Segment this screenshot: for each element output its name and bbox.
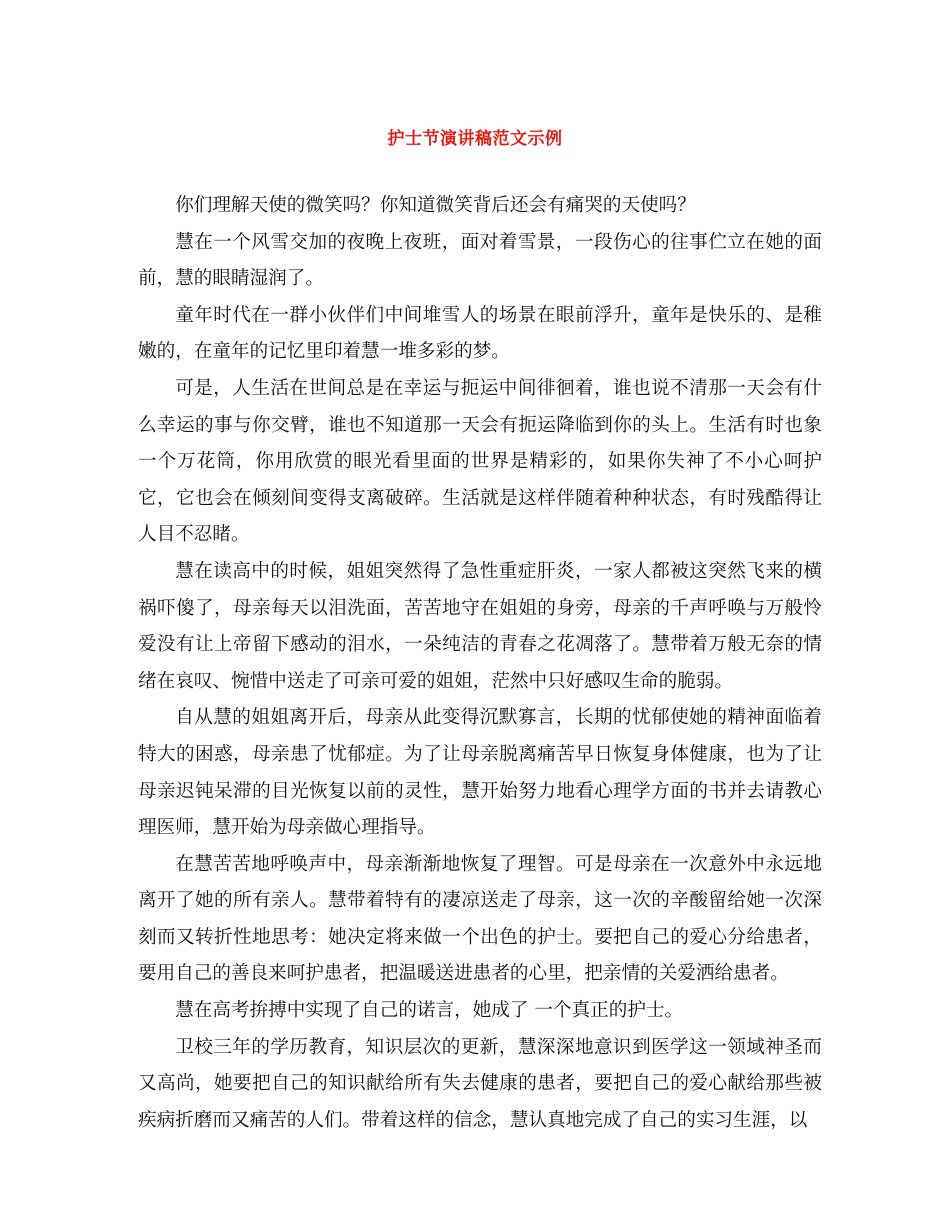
paragraph: 慧在一个风雪交加的夜晚上夜班，面对着雪景，一段伤心的往事伫立在她的面前，慧的眼睛湿润了。 xyxy=(138,231,822,290)
paragraph: 可是，人生活在世间总是在幸运与扼运中间徘徊着，谁也说不清那一天会有什么幸运的事与你交臂，谁也不知道那一天会有扼运降临到你的头上。生活有时也象一个万花筒，你用欣赏的眼光看里面的世界是精彩的，如果你失神了不小心呵护它，它也会在倾刻间变得支离破碎。生活就是这样伴随着种种状态，有时残酷得让人目不忍睹。 xyxy=(138,377,822,546)
page-title: 护士节演讲稿范文示例 xyxy=(387,129,563,149)
paragraph: 自从慧的姐姐离开后，母亲从此变得沉默寡言，长期的忧郁使她的精神面临着特大的困惑，母亲患了忧郁症。为了让母亲脱离痛苦早日恢复身体健康，也为了让母亲迟钝呆滞的目光恢复以前的灵性，慧开始努力地看心理学方面的书并去请教心理医师，慧开始为母亲做心理指导。 xyxy=(138,707,822,839)
paragraph: 慧在高考拚搏中实现了自己的诺言，她成了 一个真正的护士。 xyxy=(175,1000,684,1022)
document-body xyxy=(138,188,822,1139)
paragraph: 你们理解天使的微笑吗？你知道微笑背后还会有痛哭的天使吗？ xyxy=(175,195,696,216)
paragraph: 慧在读高中的时候，姐姐突然得了急性重症肝炎，一家人都被这突然飞来的横祸吓傻了，母亲每天以泪洗面，苦苦地守在姐姐的身旁，母亲的千声呼唤与万般怜爱没有让上帝留下感动的泪水，一朵纯洁的青春之花凋落了。慧带着万般无奈的情绪在哀叹、惋惜中送走了可亲可爱的姐姐，茫然中只好感叹生命的脆弱。 xyxy=(138,560,822,692)
paragraph: 童年时代在一群小伙伴们中间堆雪人的场景在眼前浮升，童年是快乐的、是稚嫩的，在童年的记忆里印着慧一堆多彩的梦。 xyxy=(138,304,822,363)
paragraph: 在慧苦苦地呼唤声中，母亲渐渐地恢复了理智。可是母亲在一次意外中永远地离开了她的所有亲人。慧带着特有的凄凉送走了母亲，这一次的辛酸留给她一次深刻而又转折性地思考：她决定将来做一个出色的护士。要把自己的爱心分给患者，要用自己的善良来呵护患者，把温暖送进患者的心里，把亲情的关爱洒给患者。 xyxy=(138,853,822,985)
paragraph: 卫校三年的学历教育，知识层次的更新，慧深深地意识到医学这一领域神圣而又高尚，她要把自己的知识献给所有失去健康的患者，要把自己的爱心献给那些被疾病折磨而又痛苦的人们。带着这样的信念，慧认真地完成了自己的实习生涯，以 xyxy=(138,1036,822,1131)
